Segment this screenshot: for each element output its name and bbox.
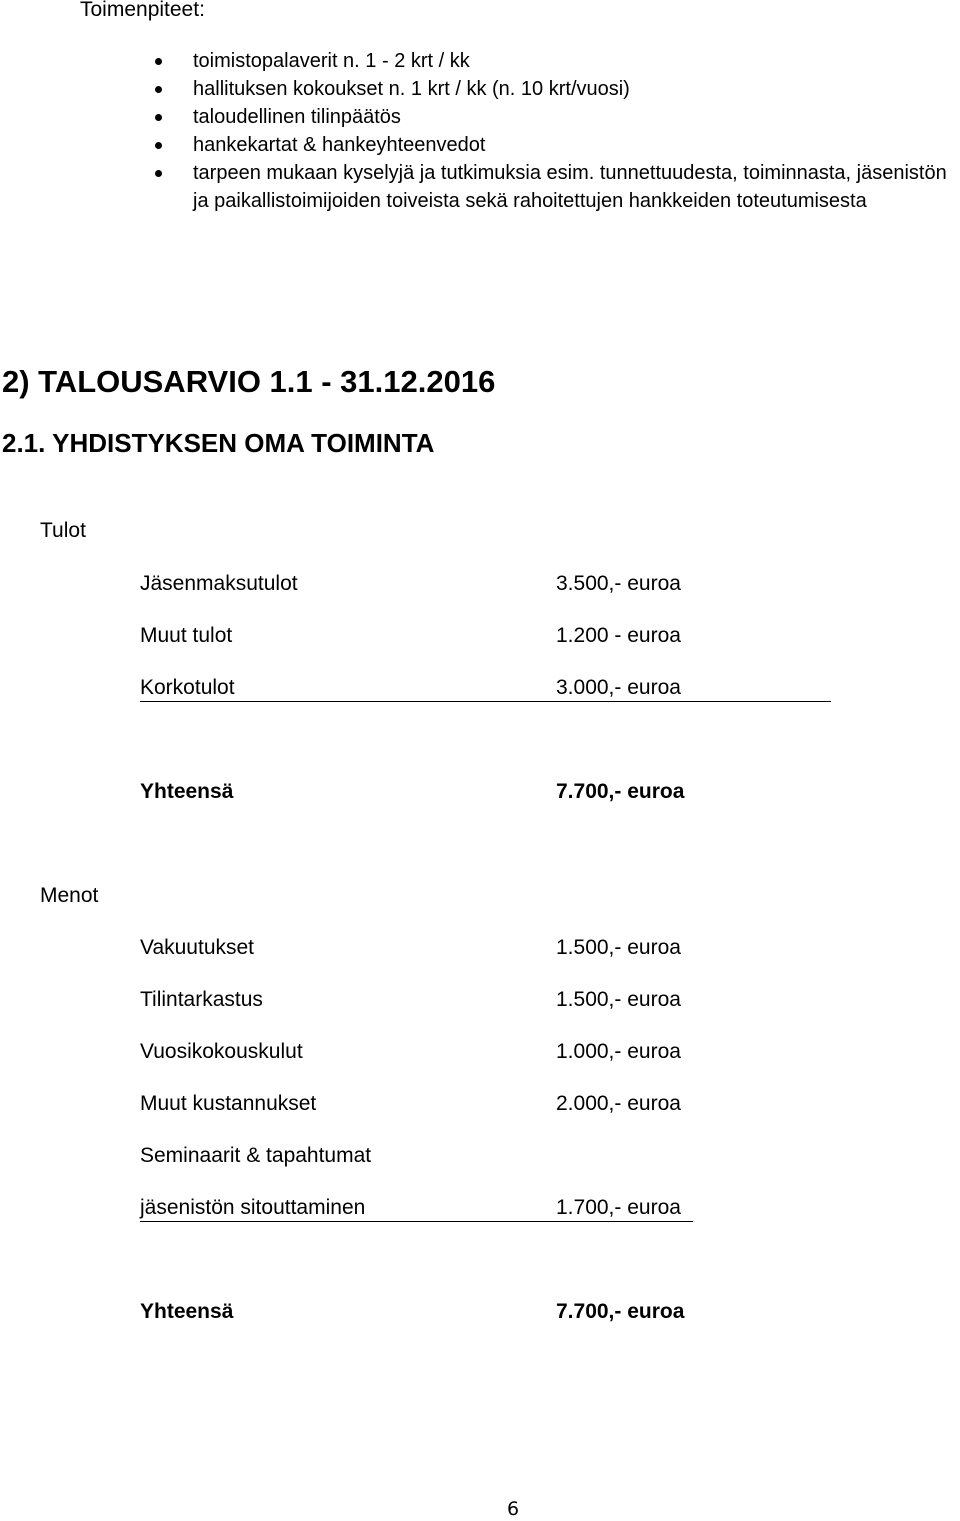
income-row-label: Jäsenmaksutulot xyxy=(140,572,298,595)
expense-row-amount: 1.000,- euroa xyxy=(556,1040,681,1063)
income-total-amount: 7.700,- euroa xyxy=(556,780,685,803)
bullet-icon xyxy=(155,170,162,177)
income-row-amount: 3.500,- euroa xyxy=(556,572,681,595)
expense-row-label: Muut kustannukset xyxy=(140,1092,317,1115)
expense-row-amount: 1.500,- euroa xyxy=(556,988,681,1011)
expense-row-label: Seminaarit & tapahtumat xyxy=(140,1144,372,1167)
budget-title: 2) TALOUSARVIO 1.1 - 31.12.2016 xyxy=(2,364,496,399)
bullet-icon xyxy=(155,114,162,121)
expense-row-label: Vakuutukset xyxy=(140,936,255,959)
income-row-label: Muut tulot xyxy=(140,624,233,647)
list-item: hallituksen kokoukset n. 1 krt / kk (n. 10 krt/vuosi) xyxy=(150,75,950,103)
bullet-icon xyxy=(155,142,162,149)
income-row-amount: 1.200 - euroa xyxy=(556,624,681,647)
bullet-icon xyxy=(155,58,162,65)
income-total-label: Yhteensä xyxy=(140,780,234,803)
bullet-icon xyxy=(155,86,162,93)
income-row-amount: 3.000,- euroa xyxy=(556,676,681,699)
measures-heading: Toimenpiteet: xyxy=(80,0,205,21)
income-row-label: Korkotulot xyxy=(140,676,235,699)
income-sum-rule xyxy=(140,701,831,702)
list-item: tarpeen mukaan kyselyjä ja tutkimuksia esim. tunnettuudesta, toiminnasta, jäsenistön ja paikallistoimijoiden toiveista sekä rahoitettujen hankkeiden toteutumisesta xyxy=(150,159,950,215)
expense-row-amount: 2.000,- euroa xyxy=(556,1092,681,1115)
expense-row-label: jäsenistön sitouttaminen xyxy=(140,1196,366,1219)
list-item: taloudellinen tilinpäätös xyxy=(150,103,950,131)
expense-row-amount: 1.700,- euroa xyxy=(556,1196,681,1219)
measures-list xyxy=(150,47,950,215)
expenses-sum-rule xyxy=(140,1221,693,1222)
budget-subtitle: 2.1. YHDISTYKSEN OMA TOIMINTA xyxy=(2,428,435,458)
page-number: 6 xyxy=(507,1498,520,1520)
expense-row-label: Tilintarkastus xyxy=(140,988,263,1011)
expenses-total-amount: 7.700,- euroa xyxy=(556,1300,685,1323)
expenses-total-label: Yhteensä xyxy=(140,1300,234,1323)
list-item: toimistopalaverit n. 1 - 2 krt / kk xyxy=(150,47,950,75)
income-heading: Tulot xyxy=(40,519,86,542)
expenses-heading: Menot xyxy=(40,884,99,907)
expense-row-amount: 1.500,- euroa xyxy=(556,936,681,959)
expense-row-label: Vuosikokouskulut xyxy=(140,1040,303,1063)
list-item: hankekartat & hankeyhteenvedot xyxy=(150,131,950,159)
